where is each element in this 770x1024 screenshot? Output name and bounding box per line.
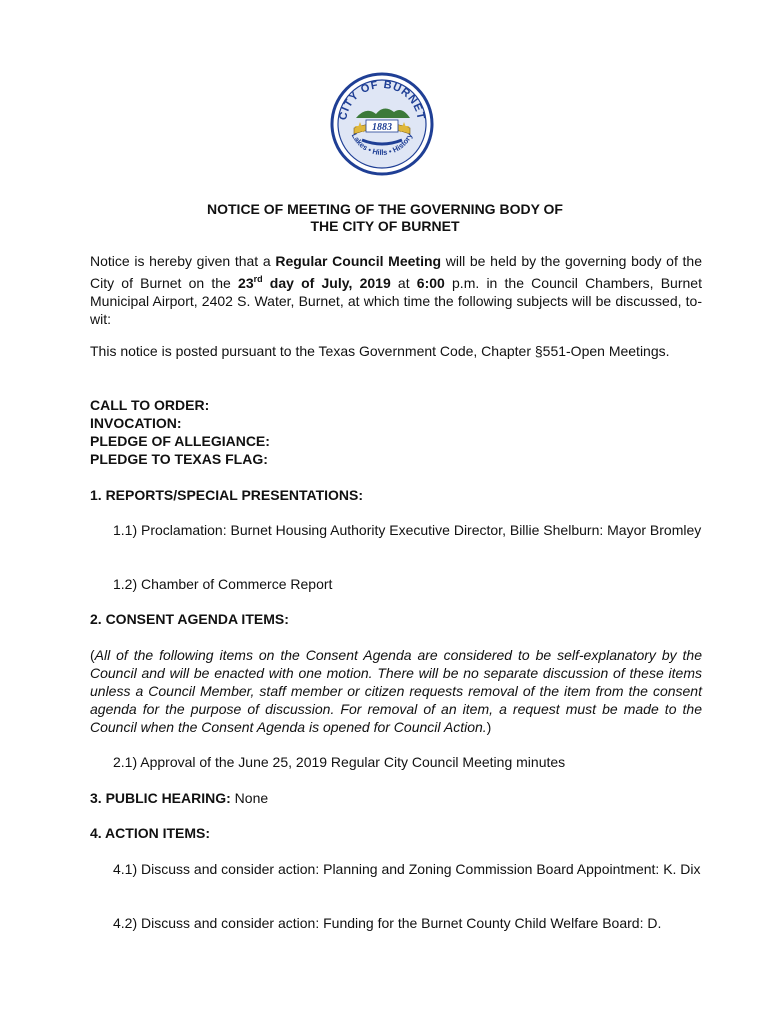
seal-motto: Lakes • Hills • History (349, 131, 415, 157)
notice-paragraph: Notice is hereby given that a Regular Council Meeting will be held by the governing body of the City of Burnet on the 23rd day of July, 2019 at 6:00 p.m. in the Council Chambers, Burnet Municipal Airport, 2402 S. Water, Burnet, at which time the following subjects will be discussed, to-wit: (90, 253, 702, 327)
consent-agenda-note: (All of the following items on the Consent Agenda are considered to be self-explanatory by the Council and will be enacted with one motion. There will be no separate discussion of these items unless a Council Member, staff member or citizen requests removal of the item from the consent agenda for the purpose of discussion. For removal of an item, a request must be made to the Council when the Consent Agenda is opened for Council Action.) (90, 647, 702, 735)
call-to-order: CALL TO ORDER: (90, 397, 210, 413)
section-4-heading: 4. ACTION ITEMS: (90, 825, 211, 841)
notice-title-line1: NOTICE OF MEETING OF THE GOVERNING BODY OF (207, 201, 563, 217)
svg-text:CITY OF BURNET: CITY OF BURNET (337, 78, 427, 122)
posting-statement: This notice is posted pursuant to the Texas Government Code, Chapter §551-Open Meetings. (90, 343, 670, 359)
invocation: INVOCATION: (90, 415, 182, 431)
pledge-to-texas-flag: PLEDGE TO TEXAS FLAG: (90, 451, 268, 467)
section-2-heading: 2. CONSENT AGENDA ITEMS: (90, 611, 289, 627)
city-seal-logo (330, 72, 434, 176)
seal-year: 1883 (372, 122, 392, 133)
item-1-2: 1.2) Chamber of Commerce Report (113, 576, 333, 592)
item-4-2: 4.2) Discuss and consider action: Funding for the Burnet County Child Welfare Board: D. (113, 915, 662, 931)
notice-title-line2: THE CITY OF BURNET (310, 218, 460, 234)
item-2-1: 2.1) Approval of the June 25, 2019 Regular City Council Meeting minutes (113, 754, 566, 770)
item-4-1: 4.1) Discuss and consider action: Planning and Zoning Commission Board Appointment: K. Dix (113, 861, 701, 877)
section-1-heading: 1. REPORTS/SPECIAL PRESENTATIONS: (90, 487, 364, 503)
section-3-heading: 3. PUBLIC HEARING: None (90, 790, 269, 806)
pledge-of-allegiance: PLEDGE OF ALLEGIANCE: (90, 433, 270, 449)
item-1-1: 1.1) Proclamation: Burnet Housing Authority Executive Director, Billie Shelburn: Mayor Bromley (113, 522, 702, 538)
